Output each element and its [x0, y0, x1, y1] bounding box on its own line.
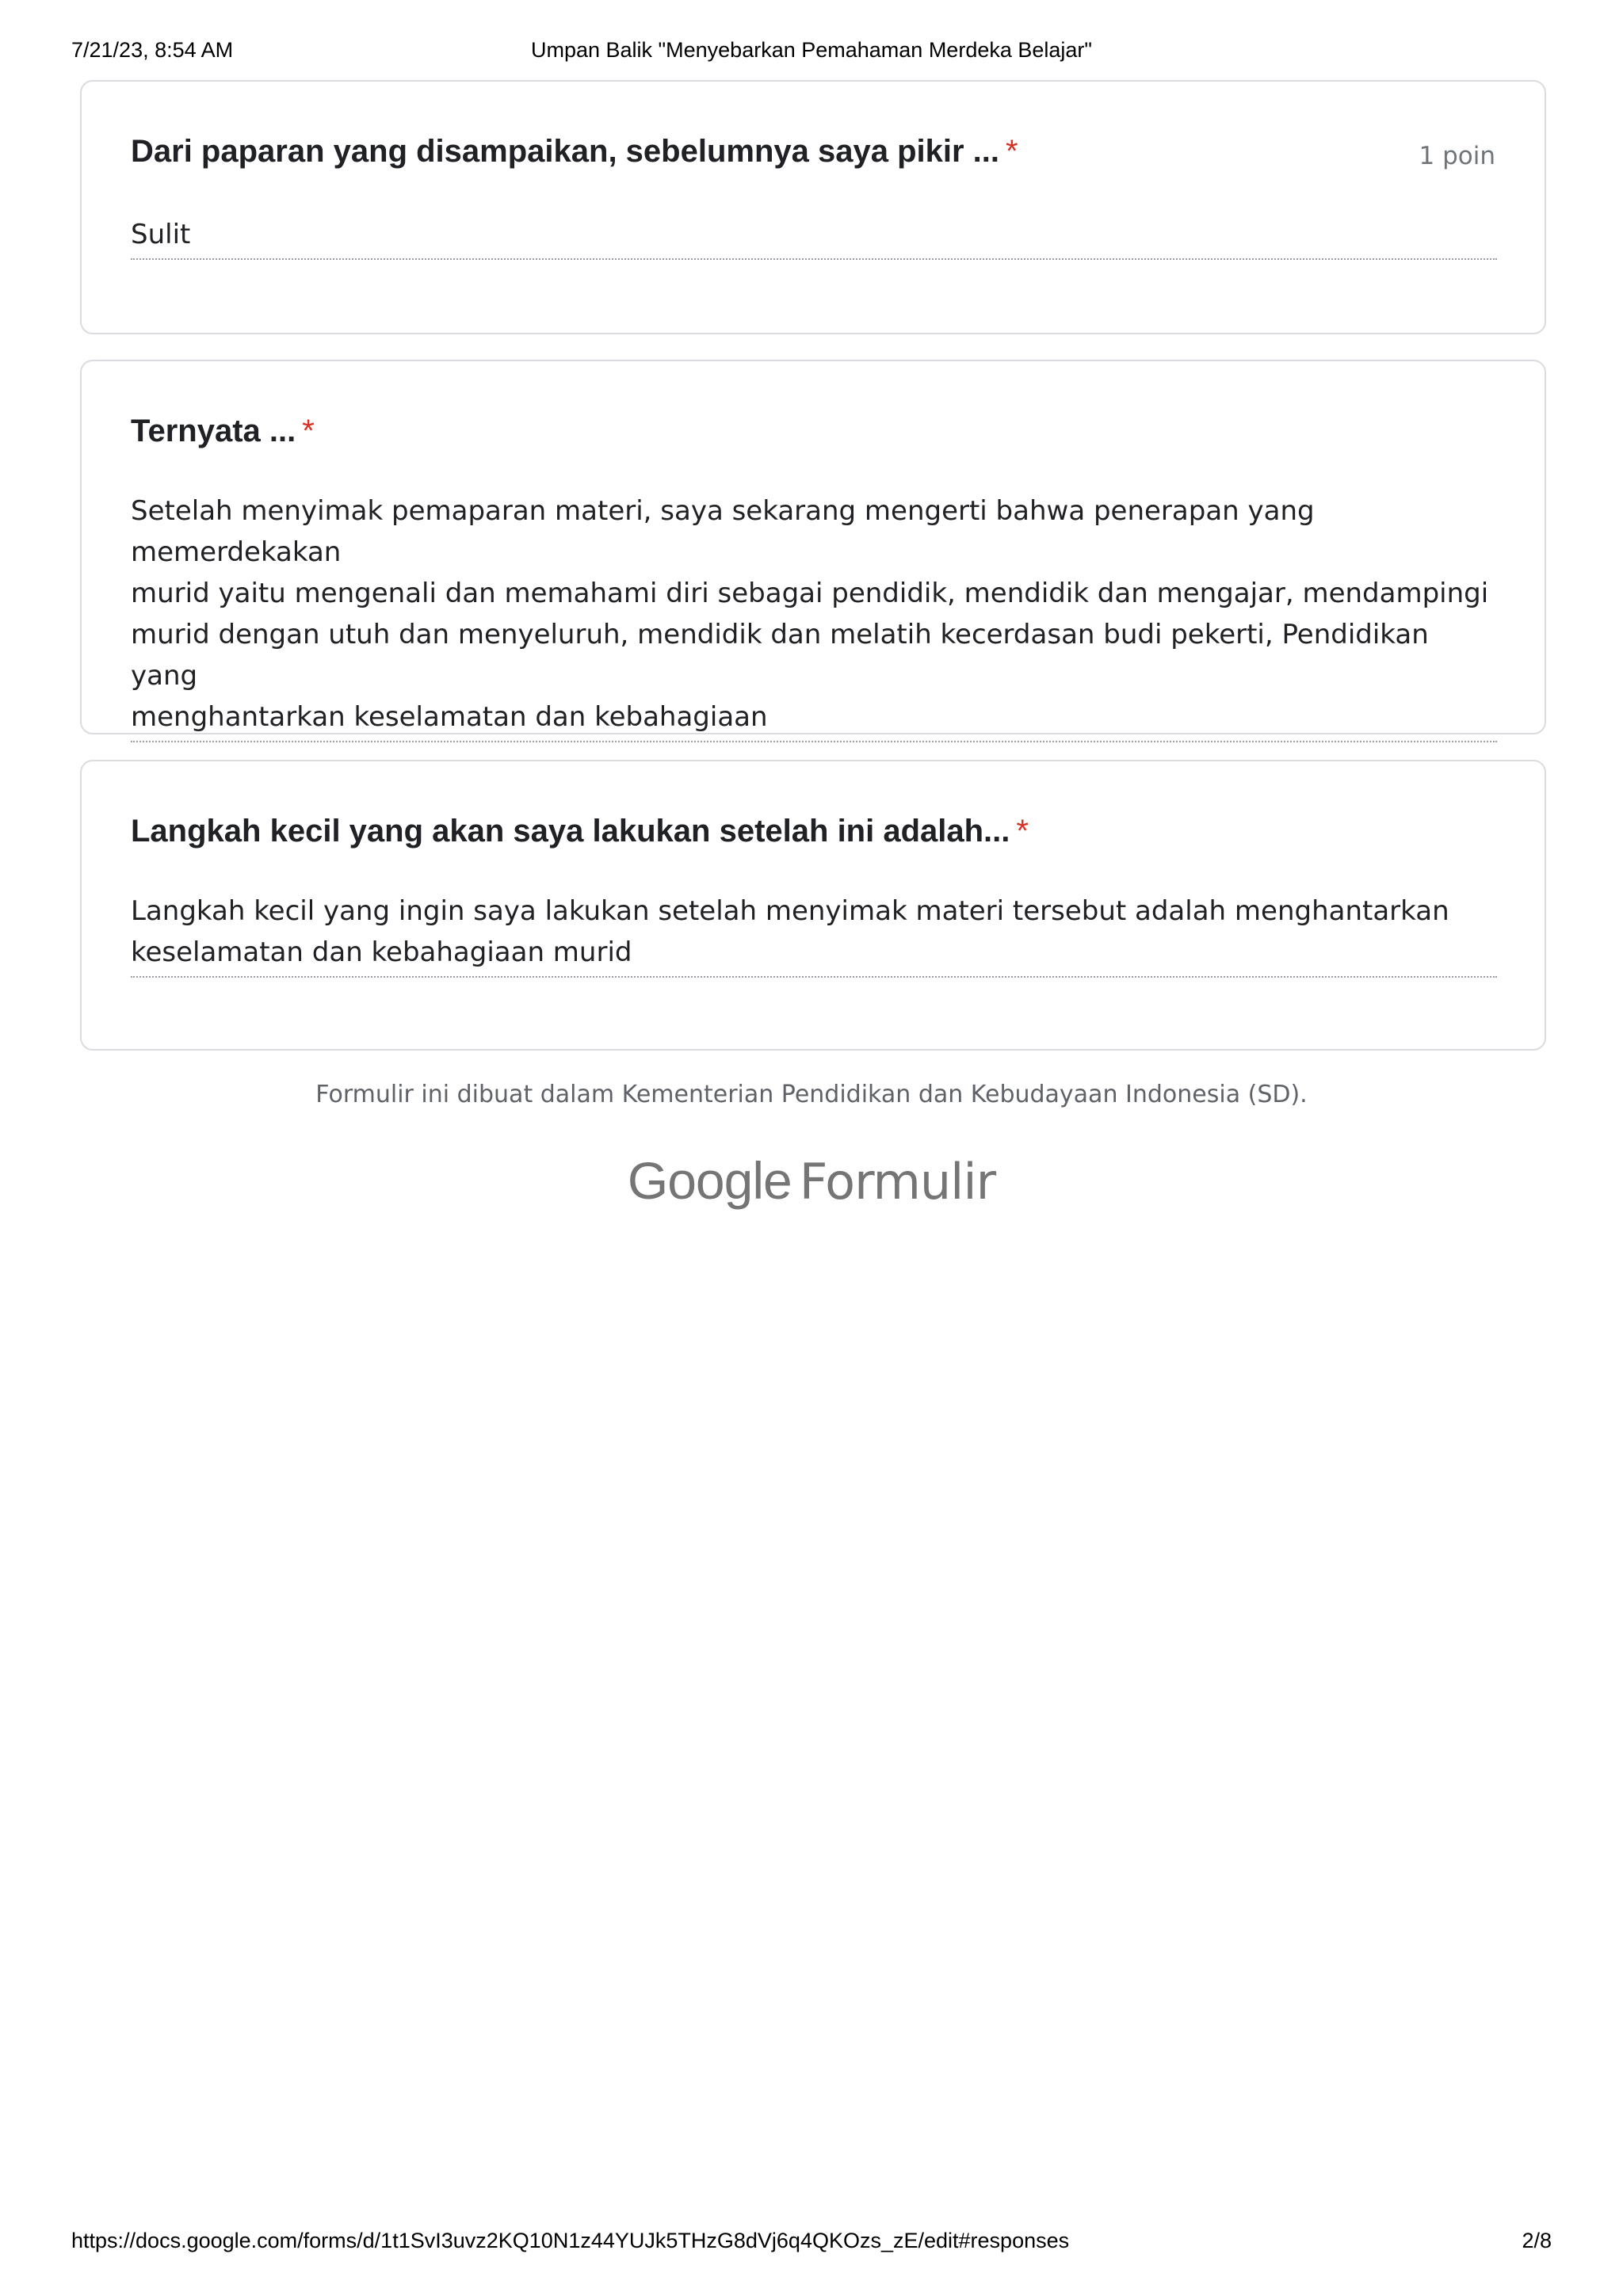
required-asterisk: *: [302, 414, 315, 448]
required-asterisk: *: [1006, 134, 1018, 169]
print-header: [0, 38, 1623, 70]
question-title-3: [131, 812, 1029, 850]
print-url: https://docs.google.com/forms/d/1t1SvI3uvz2KQ10N1z44YUJk5THzG8dVj6q4QKOzs_zE/edit#responses: [71, 2229, 1070, 2252]
question-card-3: [80, 760, 1546, 1051]
question-title-1: [131, 132, 1018, 170]
print-datetime: 7/21/23, 8:54 AM: [71, 38, 234, 62]
answer-line: keselamatan dan kebahagiaan murid: [131, 936, 632, 968]
google-forms-logo[interactable]: [0, 1150, 1623, 1211]
answer-line: murid yaitu mengenali dan memahami diri sebagai pendidik, mendidik dan mengajar, mendampingi: [131, 578, 1489, 609]
points-label: 1 poin: [1419, 142, 1495, 170]
forms-wordmark: Formulir: [799, 1153, 996, 1211]
question-title-text: Langkah kecil yang akan saya lakukan setelah ini adalah...: [131, 814, 1010, 849]
answer-line: Langkah kecil yang ingin saya lakukan setelah menyimak materi tersebut adalah menghantarkan: [131, 895, 1449, 927]
answer-line: Sulit: [131, 219, 191, 250]
print-title: Umpan Balik "Menyebarkan Pemahaman Merdeka Belajar": [530, 38, 1092, 62]
answer-line: menghantarkan keselamatan dan kebahagiaan: [131, 701, 768, 733]
required-asterisk: *: [1016, 814, 1029, 849]
question-title-text: Ternyata ...: [131, 414, 296, 448]
form-footer-note: Formulir ini dibuat dalam Kementerian Pendidikan dan Kebudayaan Indonesia (SD).: [315, 1081, 1308, 1108]
question-card-1: [80, 80, 1546, 334]
answer-text-3: [131, 891, 1497, 978]
answer-line: murid dengan utuh dan menyeluruh, mendidik dan melatih kecerdasan budi pekerti, Pendidikan yang: [131, 619, 1429, 692]
question-title-text: Dari paparan yang disampaikan, sebelumnya saya pikir ...: [131, 134, 1000, 169]
question-title-2: [131, 412, 315, 450]
print-footer: [0, 2229, 1623, 2260]
answer-text-1: [131, 214, 1497, 260]
page-number: 2/8: [1522, 2229, 1552, 2252]
question-card-2: [80, 360, 1546, 734]
answer-line: Setelah menyimak pemaparan materi, saya sekarang mengerti bahwa penerapan yang memerdekakan: [131, 495, 1315, 568]
answer-text-2: [131, 490, 1497, 742]
google-wordmark: Google: [627, 1151, 792, 1210]
